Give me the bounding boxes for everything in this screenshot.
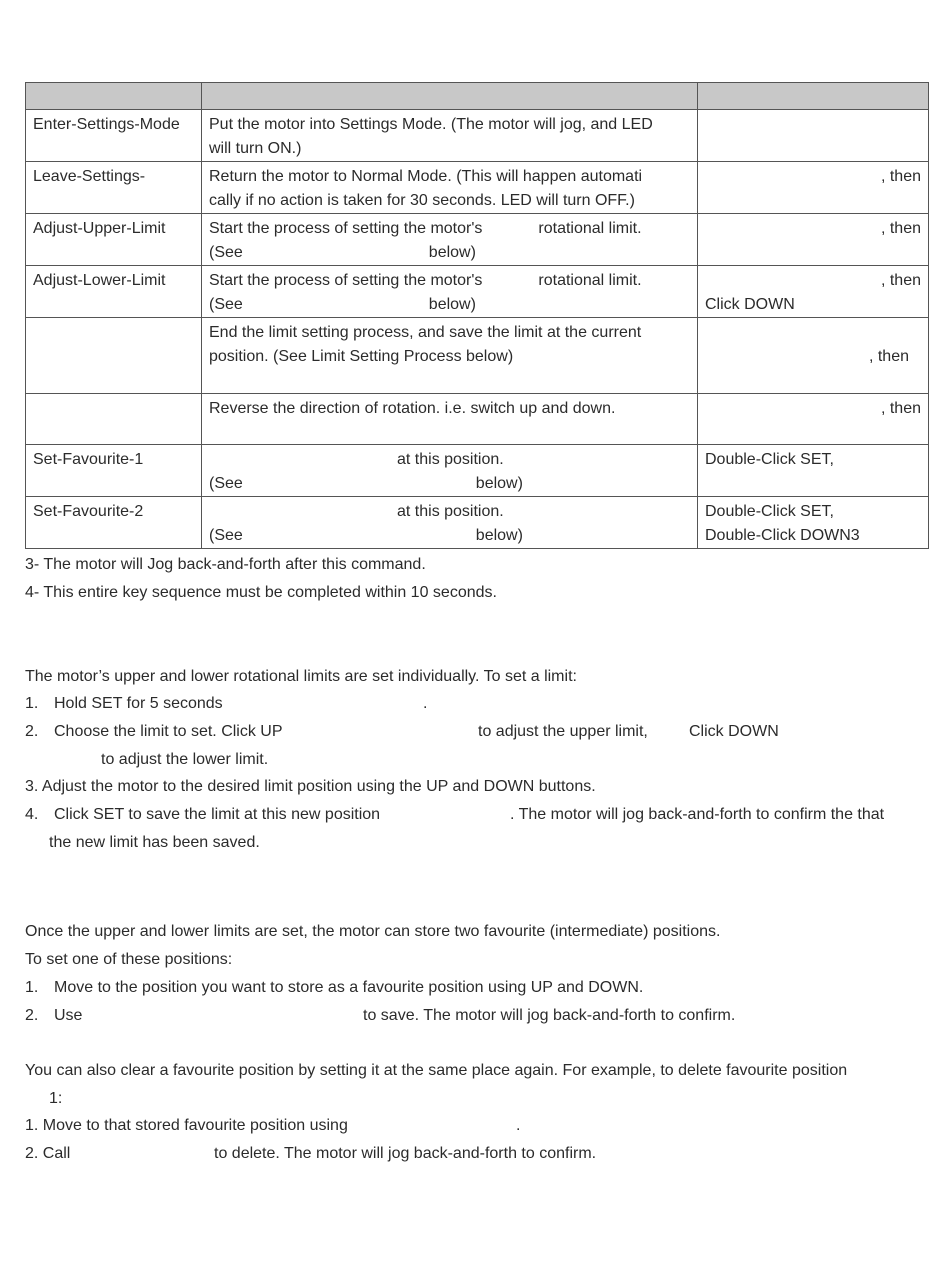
command-cell: Adjust-Upper-Limit — [26, 214, 202, 266]
clear-intro: You can also clear a favourite position by setting it at the same place again. For example, to delete favourite position — [25, 1062, 848, 1079]
footnote-3: 3- The motor will Jog back-and-forth after this command. — [25, 556, 426, 573]
sequence-line: , then — [868, 348, 909, 365]
table-row — [26, 162, 929, 214]
command-cell — [26, 318, 202, 394]
favourite-step-1: Move to the position you want to store as a favourite position using UP and DOWN. — [54, 979, 644, 996]
table-row — [26, 266, 929, 318]
sequence-line: , then — [880, 220, 921, 237]
step-number: 2. — [25, 1007, 39, 1024]
description-line: Put the motor into Settings Mode. (The motor will jog, and LED — [209, 116, 653, 133]
clear-step-2a: 2. Call — [25, 1145, 71, 1162]
favourites-intro-2: To set one of these positions: — [25, 951, 233, 968]
limit-step-1-end: . — [423, 695, 428, 712]
limit-step-2d: to adjust the lower limit. — [101, 751, 269, 768]
command-cell — [26, 394, 202, 445]
limit-step-4c: the new limit has been saved. — [49, 834, 260, 851]
table-row — [26, 445, 929, 497]
favourites-intro: Once the upper and lower limits are set, the motor can store two favourite (intermediate) positions. — [25, 923, 721, 940]
description-line: (See — [209, 475, 243, 492]
command-cell: Set-Favourite-1 — [26, 445, 202, 497]
favourite-step-2b: to save. The motor will jog back-and-forth to confirm. — [363, 1007, 736, 1024]
description-cell — [202, 445, 698, 497]
description-cell — [202, 394, 698, 445]
command-table — [25, 82, 929, 549]
favourite-step-2a: Use — [54, 1007, 83, 1024]
command-cell: Enter-Settings-Mode — [26, 110, 202, 162]
sequence-line: , then — [880, 400, 921, 417]
limit-step-4a: Click SET to save the limit at this new position — [54, 806, 381, 823]
limit-step-3: 3. Adjust the motor to the desired limit position using the UP and DOWN buttons. — [25, 778, 596, 795]
description-line: will turn ON.) — [209, 140, 302, 157]
description-line: below) — [428, 296, 476, 313]
table-row — [26, 318, 929, 394]
description-line: Reverse the direction of rotation. i.e. switch up and down. — [209, 400, 616, 417]
sequence-cell — [698, 497, 929, 549]
sequence-cell — [698, 162, 929, 214]
description-cell — [202, 162, 698, 214]
step-number: 1. — [25, 695, 39, 712]
description-line: rotational limit. — [538, 272, 642, 289]
step-number: 1. — [25, 979, 39, 996]
description-line: Return the motor to Normal Mode. (This will happen automati — [209, 168, 643, 185]
description-line: below) — [475, 527, 523, 544]
step-number: 4. — [25, 806, 39, 823]
table-row — [26, 214, 929, 266]
sequence-line: , then — [880, 272, 921, 289]
description-cell — [202, 110, 698, 162]
clear-step-2b: to delete. The motor will jog back-and-forth to confirm. — [214, 1145, 597, 1162]
command-cell: Leave-Settings- — [26, 162, 202, 214]
table-row — [26, 394, 929, 445]
description-cell — [202, 318, 698, 394]
sequence-cell — [698, 445, 929, 497]
sequence-line: Click DOWN — [705, 296, 795, 313]
description-line: cally if no action is taken for 30 seconds. LED will turn OFF.) — [209, 192, 635, 209]
description-cell — [202, 214, 698, 266]
clear-step-1b: . — [516, 1117, 521, 1134]
table-row — [26, 497, 929, 549]
limit-step-2b: to adjust the upper limit, — [478, 723, 648, 740]
description-line: (See — [209, 527, 243, 544]
description-line: (See — [209, 296, 243, 313]
limit-step-2c: Click DOWN — [689, 723, 779, 740]
description-cell — [202, 497, 698, 549]
sequence-cell — [698, 214, 929, 266]
command-cell: Adjust-Lower-Limit — [26, 266, 202, 318]
description-line: End the limit setting process, and save the limit at the current — [209, 324, 642, 341]
sequence-line: Double-Click SET, — [705, 503, 834, 520]
limit-step-1: Hold SET for 5 seconds — [54, 695, 223, 712]
description-line: position. (See Limit Setting Process below) — [209, 348, 514, 365]
table-header-row — [26, 83, 929, 110]
header-cell — [202, 83, 698, 110]
description-line: Start the process of setting the motor's — [209, 272, 483, 289]
description-line: below) — [428, 244, 476, 261]
description-cell — [202, 266, 698, 318]
table-row — [26, 110, 929, 162]
limit-step-4b: . The motor will jog back-and-forth to confirm the that — [510, 806, 885, 823]
description-line: at this position. — [397, 451, 504, 468]
limits-intro: The motor’s upper and lower rotational limits are set individually. To set a limit: — [25, 668, 577, 685]
sequence-cell — [698, 394, 929, 445]
step-number: 2. — [25, 723, 39, 740]
description-line: below) — [475, 475, 523, 492]
command-cell: Set-Favourite-2 — [26, 497, 202, 549]
sequence-line: Double-Click SET, — [705, 451, 834, 468]
clear-step-1a: 1. Move to that stored favourite position using — [25, 1117, 348, 1134]
sequence-cell — [698, 318, 929, 394]
description-line: rotational limit. — [538, 220, 642, 237]
description-line: at this position. — [397, 503, 504, 520]
limit-step-2a: Choose the limit to set. Click UP — [54, 723, 283, 740]
sequence-line: Double-Click DOWN3 — [705, 527, 860, 544]
description-line: (See — [209, 244, 243, 261]
header-cell — [26, 83, 202, 110]
footnote-4: 4- This entire key sequence must be completed within 10 seconds. — [25, 584, 497, 601]
header-cell — [698, 83, 929, 110]
description-line: Start the process of setting the motor's — [209, 220, 483, 237]
sequence-line: , then — [880, 168, 921, 185]
sequence-cell — [698, 110, 929, 162]
clear-intro-2: 1: — [49, 1090, 63, 1107]
sequence-cell — [698, 266, 929, 318]
